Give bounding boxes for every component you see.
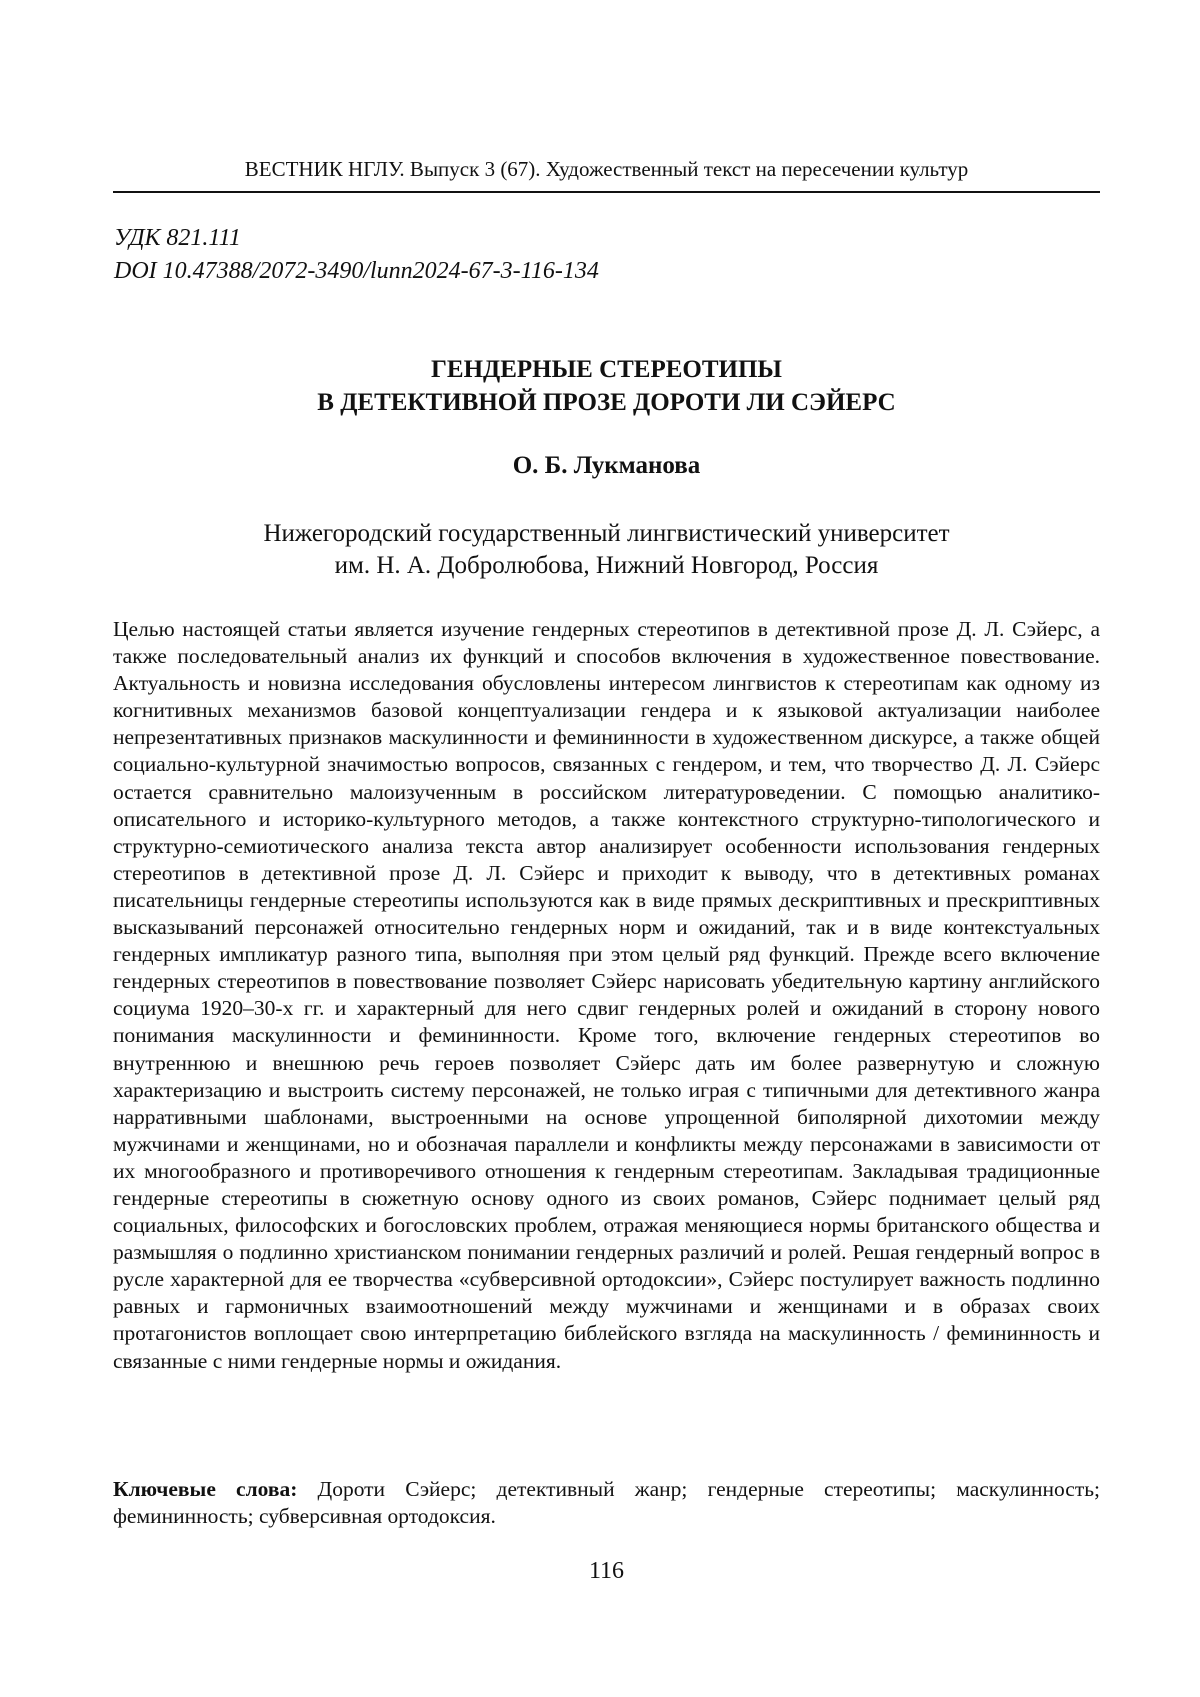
article-title — [113, 353, 1100, 419]
udk-code: УДК 821.111 — [114, 225, 241, 251]
doi-link[interactable]: DOI 10.47388/2072-3490/lunn2024-67-3-116-134 — [114, 258, 599, 284]
page-number: 116 — [588, 1558, 625, 1584]
affiliation-line-2: им. Н. А. Добролюбова, Нижний Новгород, Россия — [334, 552, 879, 579]
article-author: О. Б. Лукманова — [512, 452, 701, 479]
running-header: ВЕСТНИК НГЛУ. Выпуск 3 (67). Художественный текст на пересечении культур — [244, 157, 969, 181]
affiliation-line-1: Нижегородский государственный лингвистический университет — [263, 520, 950, 547]
author-affiliation — [113, 518, 1100, 582]
keywords-label: Ключевые слова: — [113, 1477, 298, 1501]
keywords-text: Дороти Сэйерс; детективный жанр; гендерные стереотипы; маскулинность; фемининность; субверсивная ортодоксия. — [113, 1477, 1100, 1529]
article-meta — [114, 222, 599, 288]
article-title-line-2: В ДЕТЕКТИВНОЙ ПРОЗЕ ДОРОТИ ЛИ СЭЙЕРС — [317, 389, 896, 416]
keywords — [113, 1476, 1100, 1530]
header-rule — [113, 191, 1100, 193]
article-title-line-1: ГЕНДЕРНЫЕ СТЕРЕОТИПЫ — [430, 356, 782, 383]
abstract — [113, 616, 1100, 1375]
abstract-text: Целью настоящей статьи является изучение гендерных стереотипов в детективной прозе Д. Л. Сэйерс, а также последовательный анализ их функций и способов включения в художественное повествование. Актуальность и новизна исследования обусловлены интересом лингвистов к стереотипам как одному из когнитивных механизмов базовой концептуализации гендера и к языковой актуализации наиболее непрезентативных признаков маскулинности и фемининности в художественном дискурсе, а также общей социально-культурной значимостью вопросов, связанных с гендером, и тем, что творчество Д. Л. Сэйерс остается сравнительно малоизученным в российском литературоведении. С помощью аналитико-описательного и историко-культурного методов, а также контекстного структурно-типологического и структурно-семиотического анализа текста автор анализирует особенности использования гендерных стереотипов в детективной прозе Д. Л. Сэйерс и приходит к выводу, что в детективных романах писательницы гендерные стереотипы используются как в виде прямых дескриптивных и прескриптивных высказываний персонажей относительно гендерных норм и ожиданий, так и в виде контекстуальных гендерных импликатур разного типа, выполняя при этом целый ряд функций. Прежде всего включение гендерных стереотипов в повествование позволяет Сэйерс нарисовать убедительную картину английского социума 1920–30-х гг. и характерный для него сдвиг гендерных ролей и ожиданий в сторону нового понимания маскулинности и фемининности. Кроме того, включение гендерных стереотипов во внутреннюю и внешнюю речь героев позволяет Сэйерс дать им более развернутую и сложную характеризацию и выстроить систему персонажей, не только играя с типичными для детективного жанра нарративными шаблонами, выстроенными на основе упрощенной биполярной дихотомии между мужчинами и женщинами, но и обозначая параллели и конфликты между персонажами в зависимости от их многообразного и противоречивого отношения к гендерным стереотипам. Закладывая традиционные гендерные стереотипы в сюжетную основу одного из своих романов, Сэйерс поднимает целый ряд социальных, философских и богословских проблем, отражая меняющиеся нормы британского общества и размышляя о подлинно христианском понимании гендерных различий и ролей. Решая гендерный вопрос в русле характерной для ее творчества «субверсивной ортодоксии», Сэйерс постулирует важность подлинно равных и гармоничных взаимоотношений между мужчинами и женщинами и в образах своих протагонистов воплощает свою интерпретацию библейского взгляда на маскулинность / фемининность и связанные с ними гендерные нормы и ожидания. — [113, 617, 1100, 1373]
